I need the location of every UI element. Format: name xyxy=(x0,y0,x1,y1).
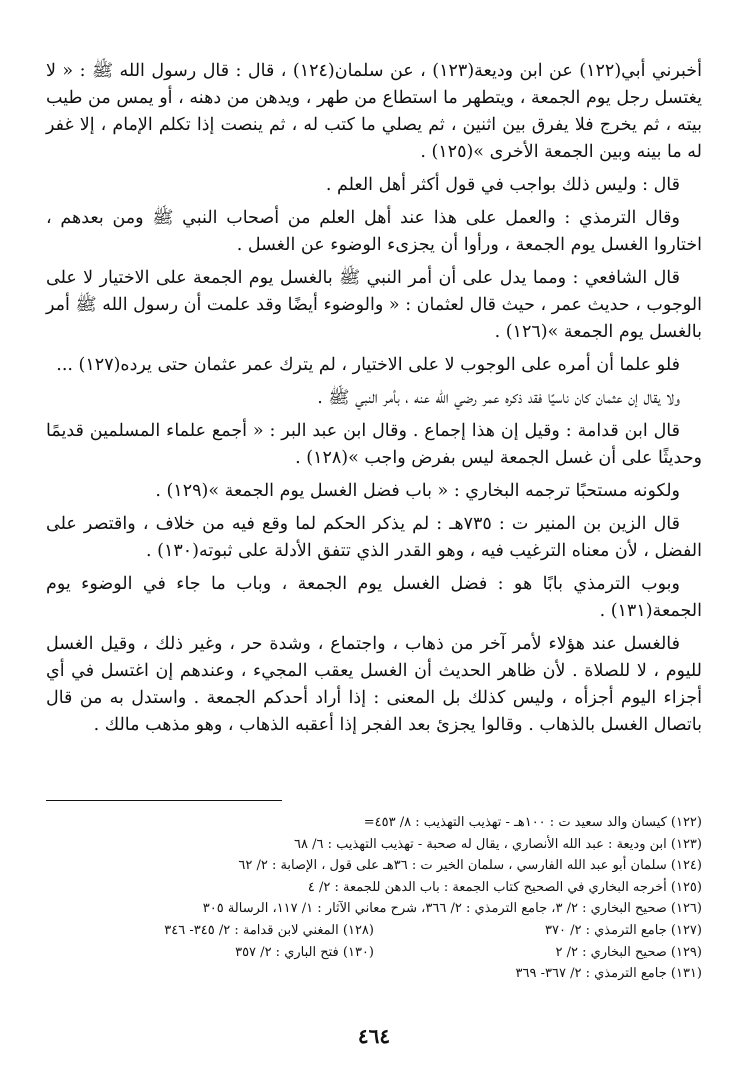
paragraph-not-forgetful: ولا يقال إن عثمان كان ناسيًا فقد ذكره عمر رضي الله عنه ، بأمر النبي ﷺ . xyxy=(317,388,680,408)
paragraph-bukhari-chapter: ولكونه مستحبًا ترجمه البخاري : « باب فضل الغسل يوم الجمعة »(١٢٩) . xyxy=(155,481,680,501)
paragraph-not-obligatory: قال : وليس ذلك بواجب في قول أكثر أهل العلم . xyxy=(325,175,680,195)
paragraph-shafii: قال الشافعي : ومما يدل على أن أمر النبي ﷺ بالغسل يوم الجمعة على الاختيار لا على الوجوب ، حديث عمر ، حيث قال لعثمان : « والوضوء أيضًا وقد علمت أن رسول الله ﷺ أمر بالغسل يوم الجمعة »(١٢٦) . xyxy=(46,268,702,342)
footnote-separator xyxy=(46,800,282,801)
footnote-123: (١٢٣) ابن وديعة : عبد الله الأنصاري ، يقال له صحبة - تهذيب التهذيب : ٦/ ٦٨ xyxy=(293,836,702,852)
footnote-128: (١٢٨) المغني لابن قدامة : ٢/ ٣٤٥- ٣٤٦ xyxy=(164,922,374,938)
footnote-131: (١٣١) جامع الترمذي : ٢/ ٣٦٧- ٣٦٩ xyxy=(515,966,702,982)
page-number: ٤٦٤ xyxy=(357,1024,391,1048)
paragraph-ibn-qudama: قال ابن قدامة : وقيل إن هذا إجماع . وقال ابن عبد البر : « أجمع علماء المسلمين قديمًا وحديثًا على أن غسل الجمعة ليس بفرض واجب »(١٢٨) . xyxy=(46,421,702,468)
footnote-129: (١٢٩) صحيح البخاري : ٢/ ٢ xyxy=(555,944,702,960)
footnote-130: (١٣٠) فتح الباري : ٢/ ٣٥٧ xyxy=(235,944,374,960)
paragraph-tirmidhi-chapter: وبوب الترمذي بابًا هو : فضل الغسل يوم الجمعة ، وباب ما جاء في الوضوء يوم الجمعة(١٣١) . xyxy=(46,574,702,621)
footnote-124: (١٢٤) سلمان أبو عبد الله الفارسي ، سلمان الخير ت : ٣٦هـ على قول ، الإصابة : ٢/ ٦٢ xyxy=(238,858,702,874)
paragraph-tirmidhi: وقال الترمذي : والعمل على هذا عند أهل العلم من أصحاب النبي ﷺ ومن بعدهم ، اختاروا الغسل يوم الجمعة ، ورأوا أن يجزىء الوضوء عن الغسل . xyxy=(46,208,702,255)
footnote-127: (١٢٧) جامع الترمذي : ٢/ ٣٧٠ xyxy=(545,922,702,938)
paragraph-hadith: أخبرني أبي(١٢٢) عن ابن وديعة(١٢٣) ، عن سلمان(١٢٤) ، قال : قال رسول الله ﷺ : « لا يغتسل رجل يوم الجمعة ، ويتطهر ما استطاع من طهر ، ويدهن من دهنه ، أو يمس من طيب بيته ، ثم يخرج فلا يفرق بين اثنين ، ثم يصلي ما كتب له ، ثم ينصت إذا تكلم الإمام ، إلا غفر له ما بينه وبين الجمعة الأخرى »(١٢٥) . xyxy=(46,61,702,162)
paragraph-umar-uthman: فلو علما أن أمره على الوجوب لا على الاختيار ، لم يترك عمر عثمان حتى يرده(١٢٧) ... xyxy=(56,355,680,375)
footnote-row xyxy=(46,942,702,964)
footnote-row xyxy=(46,920,702,942)
footnote-126: (١٢٦) صحيح البخاري : ٢/ ٣، جامع الترمذي : ٢/ ٣٦٦، شرح معاني الآثار : ١/ ١١٧، الرسالة ٣٠٥ xyxy=(202,901,702,917)
paragraph-zayn-ibn-munayyir: قال الزين بن المنير ت : ٧٣٥هـ : لم يذكر الحكم لما وقع فيه من خلاف ، واقتصر على الفضل ، لأن معناه الترغيب فيه ، وهو القدر الذي تتفق الأدلة على ثبوته(١٣٠) . xyxy=(46,514,702,561)
paragraph-purpose-of-ghusl: فالغسل عند هؤلاء لأمر آخر من ذهاب ، واجتماع ، وشدة حر ، وغير ذلك ، وقيل الغسل لليوم ، لا للصلاة . لأن ظاهر الحديث أن الغسل يعقب المجيء ، وعندهم إن اغتسل في أي أجزاء اليوم أجزأه ، وليس كذلك بل المعنى : إذا أراد أحدكم الجمعة . واستدل به من قال باتصال الغسل بالذهاب . وقالوا يجزئ بعد الفجر إذا أعقبه الذهاب ، وهو مذهب مالك . xyxy=(46,634,702,735)
footnote-122: (١٢٢) كيسان والد سعيد ت : ١٠٠هـ - تهذيب التهذيب : ٨/ ٤٥٣= xyxy=(363,815,702,830)
footnotes xyxy=(46,812,702,985)
footnote-125: (١٢٥) أخرجه البخاري في الصحيح كتاب الجمعة : باب الدهن للجمعة : ٢/ ٤ xyxy=(307,879,702,895)
main-text xyxy=(46,58,702,745)
